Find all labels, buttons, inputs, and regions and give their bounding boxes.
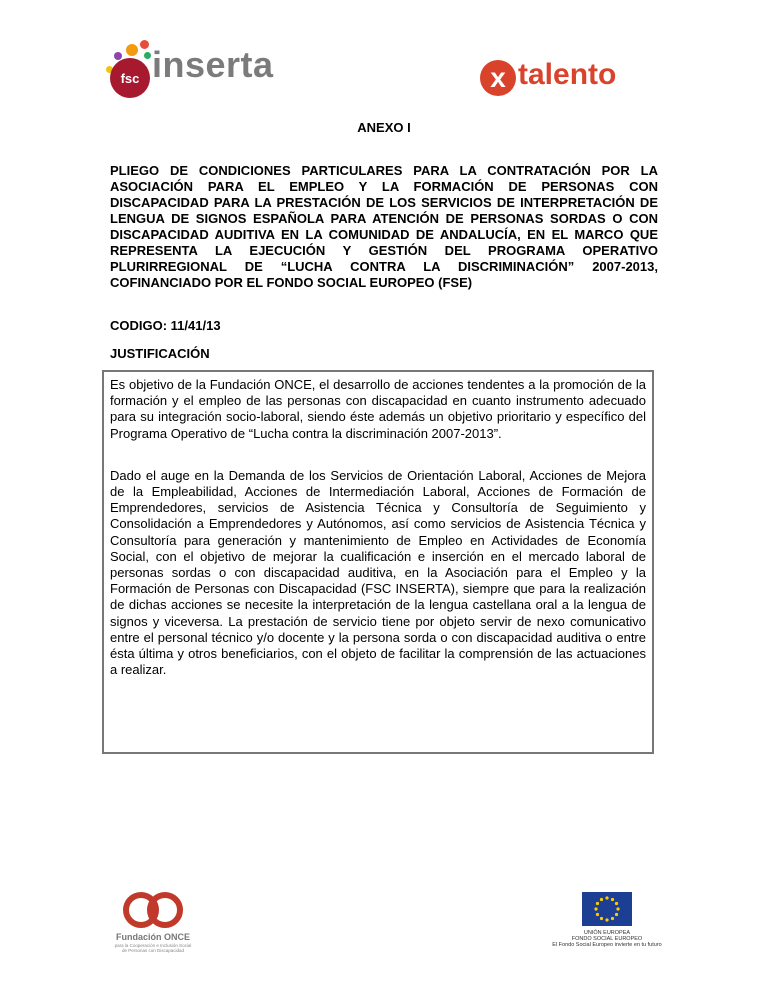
fsc-inserta-logo: [106, 38, 274, 106]
logo-dot: [144, 52, 151, 59]
once-subtitle-line: de Personas con Discapacidad: [121, 948, 185, 953]
once-rings-icon: [108, 888, 198, 932]
eu-fse-logo: [552, 892, 662, 954]
eu-star: [605, 896, 608, 899]
eu-star: [615, 913, 618, 916]
eu-star: [600, 898, 603, 901]
eu-star: [600, 917, 603, 920]
logo-dot: [140, 40, 149, 49]
once-subtitle-line: para la Cooperación e Inclusión Social: [114, 943, 192, 948]
annex-heading: ANEXO I: [357, 120, 411, 135]
justificacion-paragraph-1: Es objetivo de la Fundación ONCE, el desarrollo de acciones tendentes a la promoción de la formación y el empleo de las personas con discapacidad en cuanto instrumento adecuado para su integración socio-laboral, siendo éste además un objetivo prioritario y específico del Programa Operativo de “Lucha contra la discriminación 2007-2013”.: [110, 377, 646, 441]
pliego-title: PLIEGO DE CONDICIONES PARTICULARES PARA LA CONTRATACIÓN POR LA ASOCIACIÓN PARA EL EMPLEO Y LA FORMACIÓN DE PERSONAS CON DISCAPACIDAD PARA LA PRESTACIÓN DE LOS SERVICIOS DE INTERPRETACIÓN DE LENGUA DE SIGNOS ESPAÑOLA PARA ATENCIÓN DE PERSONAS SORDAS O CON DISCAPACIDAD AUDITIVA EN LA COMUNIDAD DE ANDALUCÍA, EN EL MARCO QUE REPRESENTA LA EJECUCIÓN Y GESTIÓN DEL PROGRAMA OPERATIVO PLURIRREGIONAL DE “LUCHA CONTRA LA DISCRIMINACIÓN” 2007-2013, COFINANCIADO POR EL FONDO SOCIAL EUROPEO (FSE): [110, 163, 658, 290]
eu-star: [616, 907, 619, 910]
eu-line: El Fondo Social Europeo invierte en tu futuro: [552, 942, 662, 948]
eu-line: FONDO SOCIAL EUROPEO: [571, 936, 643, 942]
eu-star: [615, 902, 618, 905]
eu-flag-icon: [582, 892, 632, 926]
eu-star: [611, 898, 614, 901]
eu-stars-icon: [582, 892, 632, 926]
eu-star: [594, 907, 597, 910]
logo-dot: [126, 44, 138, 56]
talento-logo: [480, 58, 670, 102]
eu-star: [605, 918, 608, 921]
justificacion-box: [102, 370, 654, 754]
fundacion-once-logo: [108, 888, 198, 960]
eu-star: [611, 917, 614, 920]
talento-wordmark: talento: [518, 58, 617, 91]
inserta-wordmark: inserta: [152, 44, 274, 85]
fsc-circle: fsc: [110, 58, 150, 98]
x-circle-icon: x: [480, 60, 516, 96]
justificacion-heading: JUSTIFICACIÓN: [110, 346, 210, 361]
codigo-line: CODIGO: 11/41/13: [110, 318, 221, 333]
once-subtitle: [108, 943, 198, 953]
eu-star: [596, 902, 599, 905]
eu-line: UNIÓN EUROPEA: [583, 930, 631, 936]
once-title: Fundación ONCE: [116, 932, 190, 942]
justificacion-paragraph-2: Dado el auge en la Demanda de los Servicios de Orientación Laboral, Acciones de Mejora de la Empleabilidad, Acciones de Intermediación Laboral, Acciones de Formación de Emprendedores, servicios de Asistencia Técnica y Consultoría de Seguimiento y Consolidación a Emprendedores y Autónomos, así como servicios de Asistencia Técnica y Consultoría para generación y mantenimiento de Empleo en Actividades de Economía Social, con el objetivo de mejorar la cualificación e inserción en el mercado laboral de personas sordas o con discapacidad auditiva, en la Asociación para el Empleo y la Formación de Personas con Discapacidad (FSC INSERTA), siempre que para la realización de dichas acciones se necesite la interpretación de la lengua castellana oral a la lengua de signos y viceversa. La prestación de servicio tiene por objeto servir de nexo comunicativo entre el personal técnico y/o docente y la persona sorda o con discapacidad auditiva o entre ésta última y otros beneficiarios, con el objeto de facilitar la comprensión de las actuaciones a realizar.: [110, 467, 646, 678]
eu-star: [596, 913, 599, 916]
